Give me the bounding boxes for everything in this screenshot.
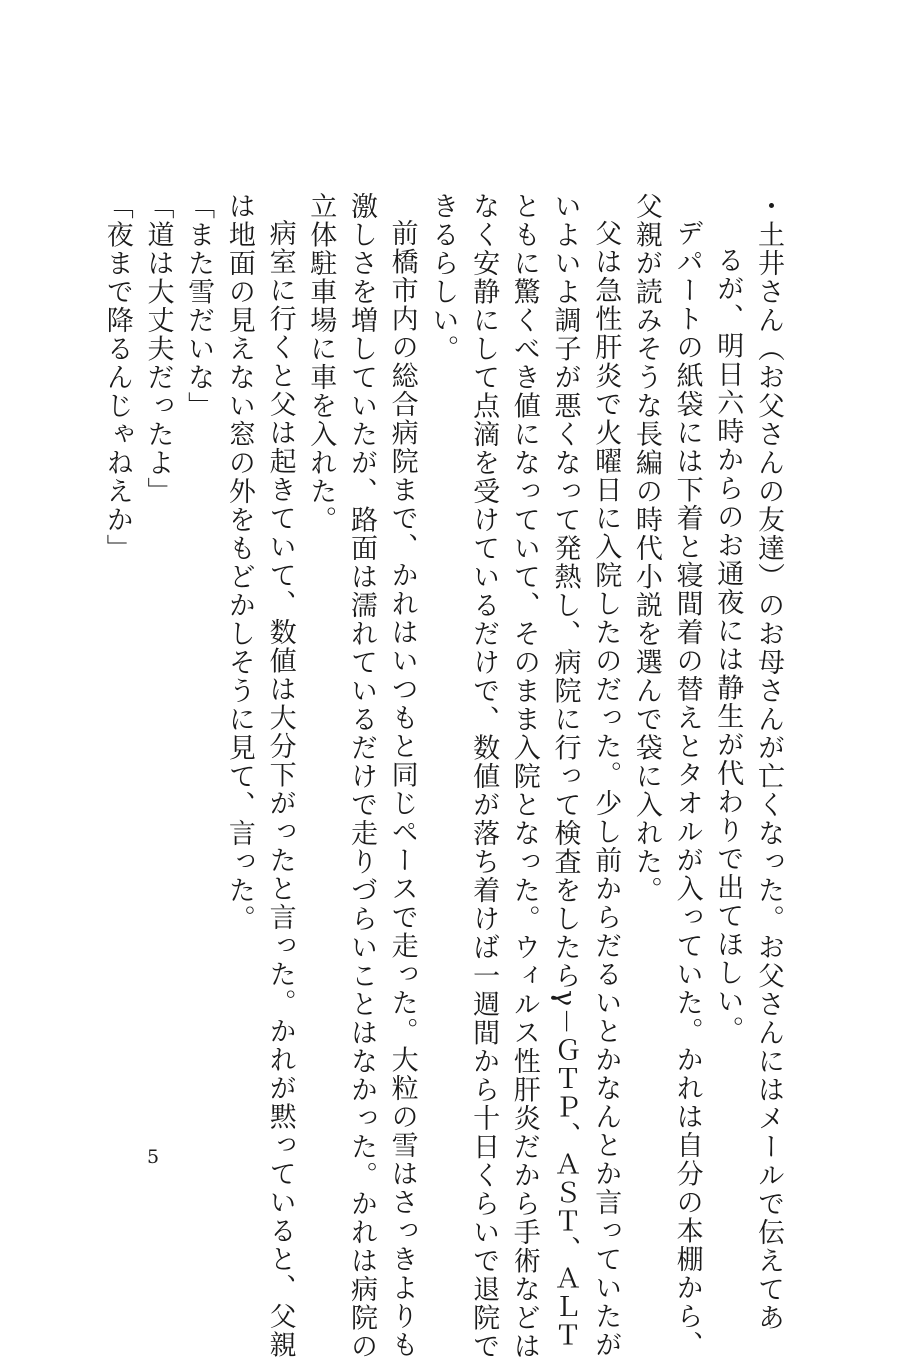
vertical-body-text	[96, 192, 788, 1361]
text-line: なく安静にして点滴を受けているだけで、数値が落ち着けば一週間から十日くらいで退院で	[468, 192, 500, 1361]
text-line: いよいよ調子が悪くなって発熱し、病院に行って検査をしたらγ－ＧＴＰ、ＡＳＴ、ＡＬＴ	[549, 192, 581, 1350]
dialogue-line: 「また雪だいな」	[183, 192, 215, 420]
dialogue-line: 「夜まで降るんじゃねえか」	[101, 192, 133, 563]
text-line: きるらしい。	[427, 192, 459, 363]
text-line: ・土井さん（お父さんの友達）のお母さんが亡くなった。お父さんにはメールで伝えてあ	[753, 192, 784, 1332]
page-number: 5	[147, 1146, 160, 1168]
dialogue-line: 「道は大丈夫だったよ」	[142, 192, 174, 506]
text-line: デパートの紙袋には下着と寝間着の替えとタオルが入っていた。かれは自分の本棚から、	[671, 219, 703, 1359]
text-line: ともに驚くべき値になっていて、そのまま入院となった。ウィルス性肝炎だから手術などは	[508, 192, 540, 1361]
text-line: は地面の見えない窓の外をもどかしそうに見て、言った。	[223, 192, 255, 933]
text-line: 父親が読みそうな長編の時代小説を選んで袋に入れた。	[630, 192, 662, 905]
text-line: 父は急性肝炎で火曜日に入院したのだった。少し前からだるいとかなんとか言っていたが	[590, 219, 622, 1359]
text-line: 立体駐車場に車を入れた。	[305, 192, 337, 534]
text-line: るが、明日六時からのお通夜には静生が代わりで出てほしい。	[712, 246, 744, 1044]
text-line: 激しさを増していたが、路面は濡れているだけで走りづらいことはなかった。かれは病院の	[345, 192, 377, 1361]
text-line: 前橋市内の総合病院まで、かれはいつもと同じペースで走った。大粒の雪はさっきよりも	[386, 219, 418, 1359]
text-line: 病室に行くと父は起きていて、数値は大分下がったと言った。かれが黙っていると、父親	[264, 219, 296, 1359]
